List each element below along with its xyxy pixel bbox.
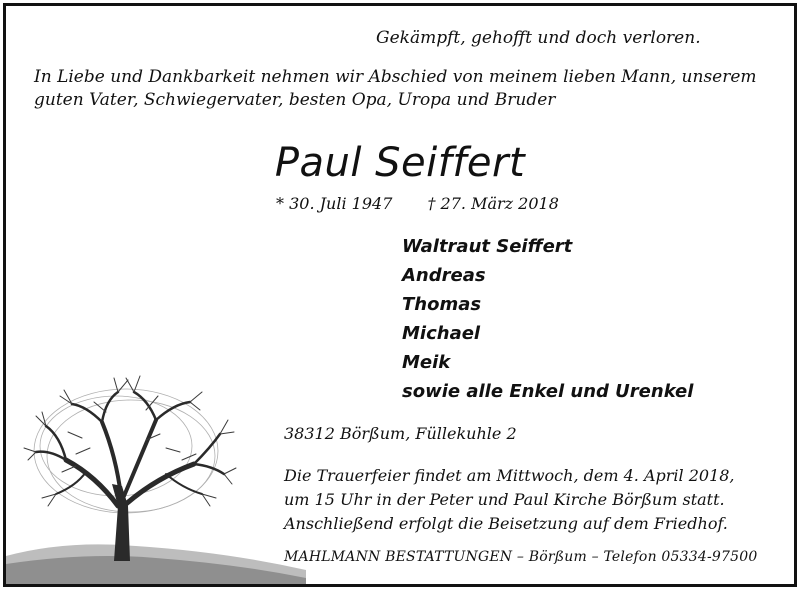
ceremony-info (284, 464, 735, 536)
obituary-notice (3, 3, 797, 587)
deceased-name: Paul Seiffert (274, 140, 526, 186)
mourner-item: Michael (402, 323, 481, 344)
undertaker-info: MAHLMANN BESTATTUNGEN – Börßum – Telefon 05334-97500 (284, 549, 758, 565)
death-date: † 27. März 2018 (427, 194, 559, 213)
mourner-item: sowie alle Enkel und Urenkel (402, 381, 694, 402)
family-address: 38312 Börßum, Füllekuhle 2 (284, 424, 517, 443)
mourner-item: Meik (402, 352, 451, 373)
ceremony-line: Die Trauerfeier findet am Mittwoch, dem 4. April 2018, (284, 466, 735, 485)
birth-date: * 30. Juli 1947 (276, 194, 393, 213)
life-dates (276, 194, 559, 213)
mourner-item: Waltraut Seiffert (402, 236, 573, 257)
mourner-item: Andreas (402, 265, 486, 286)
motto: Gekämpft, gehofft und doch verloren. (376, 28, 701, 48)
mourner-item: Thomas (402, 294, 482, 315)
mourners-list (402, 232, 693, 406)
ceremony-line: um 15 Uhr in der Peter und Paul Kirche Börßum statt. (284, 490, 725, 509)
tree-icon (6, 356, 306, 584)
ceremony-line: Anschließend erfolgt die Beisetzung auf dem Friedhof. (284, 514, 728, 533)
intro-text: In Liebe und Dankbarkeit nehmen wir Abschied von meinem lieben Mann, unserem guten Vater, Schwiegervater, besten Opa, Uropa und Bruder (34, 67, 757, 110)
